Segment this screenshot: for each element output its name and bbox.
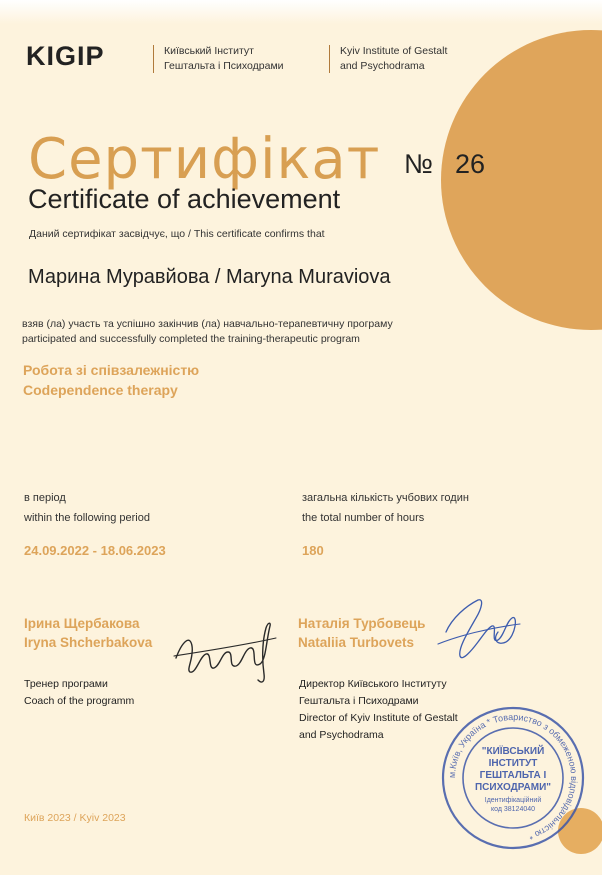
period-label-ua: в період [24,492,66,504]
hours-value: 180 [302,543,324,558]
coach-name [24,614,152,652]
number-value: 26 [454,149,486,179]
header-divider [329,45,330,73]
institute-name-ua-line1: Київський Інститут [164,45,254,57]
program-name-en: Codependence therapy [23,382,178,398]
number-sign: № [404,149,433,179]
period-value: 24.09.2022 - 18.06.2023 [24,543,166,558]
hours-label [302,488,469,528]
certificate-title: Сертифікат [28,127,381,192]
participation-text-en: participated and successfully completed the training-therapeutic program [22,333,360,345]
official-stamp [439,704,587,852]
coach-role-ua: Тренер програми [24,678,108,690]
institute-name-en-line2: and Psychodrama [340,60,425,72]
coach-name-en: Iryna Shcherbakova [24,635,153,650]
period-label-en: within the following period [24,512,150,524]
decorative-circle [441,30,602,330]
hours-label-en: the total number of hours [302,512,425,524]
director-role-line1: Директор Київського Інституту [299,678,447,690]
coach-signature [170,612,280,692]
recipient-name: Марина Муравйова / Maryna Muraviova [28,266,391,288]
participation-text-ua: взяв (ла) участь та успішно закінчив (ла) навчально-терапевтичну програму [22,318,393,330]
period-label [24,488,150,528]
stamp-line6: код 38124040 [490,806,536,813]
certificate-number [404,149,485,180]
institute-name-ua-line2: Гештальта і Психодрами [164,60,284,72]
participation-text [22,317,393,347]
footer-place-year: Київ 2023 / Kyiv 2023 [24,812,126,824]
coach-role-en: Coach of the programm [24,695,135,707]
institute-name-ua [164,44,284,74]
director-name-ua: Наталія Турбовець [298,616,426,631]
director-role-line4: and Psychodrama [299,729,384,741]
stamp-line5: Ідентифікаційний [484,797,542,804]
director-name-en: Nataliia Turbovets [298,635,415,650]
stamp-line2: ІНСТИТУТ [488,758,538,769]
hours-label-ua: загальна кількість учбових годин [302,492,469,504]
coach-role [24,676,134,710]
institute-name-en-line1: Kyiv Institute of Gestalt [340,45,448,57]
stamp-line4: ПСИХОДРАМИ" [474,782,552,793]
director-role-line2: Гештальта і Психодрами [299,695,419,707]
program-name-ua: Робота зі співзалежністю [23,362,200,378]
institute-name-en [340,44,447,74]
paper-edge [0,0,602,24]
director-name [298,614,425,652]
stamp-ring-text: м.Київ, Україна * Товариство з обмеженою відповідальністю * [446,711,580,842]
director-role-line3: Director of Kyiv Institute of Gestalt [299,712,458,724]
header-divider [153,45,154,73]
certificate-subtitle: Certificate of achievement [28,184,341,214]
stamp-line1: "КИЇВСЬКИЙ [481,746,545,757]
program-name [23,360,199,400]
kigip-logo: KIGIP [26,41,105,71]
confirm-text: Даний сертифікат засвідчує, що / This certificate confirms that [29,228,325,240]
director-signature [432,592,524,672]
director-role [299,676,458,744]
stamp-line3: ГЕШТАЛЬТА І [479,770,547,781]
coach-name-ua: Ірина Щербакова [24,616,140,631]
